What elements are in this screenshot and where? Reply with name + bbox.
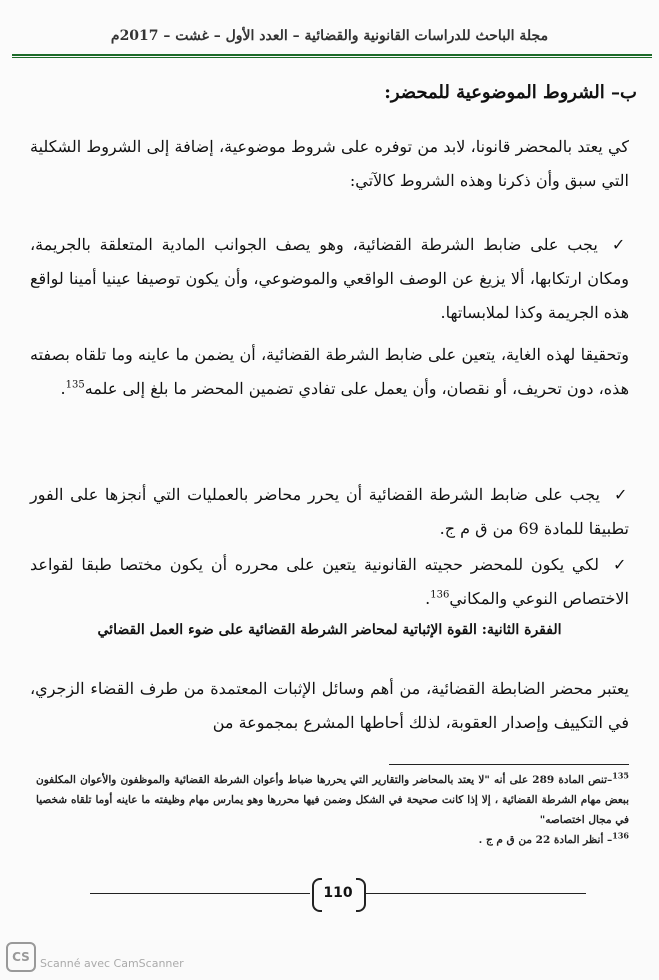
paragraph-text: وتحقيقا لهذه الغاية، يتعين على ضابط الشرطة القضائية، أن يضمن ما عاينه وما تلقاه بصفته هذه، دون تحريف، أو نقصان، وأن يعمل على تفادي تضمين المحضر ما بلغ إلى علمه: [30, 345, 629, 398]
footnote-number: 135: [612, 770, 629, 781]
header-rule-thin: [12, 57, 652, 58]
paragraph-text: يجب على ضابط الشرطة القضائية أن يحرر محاضر بالعمليات التي أنجزها على الفور تطبيقا للمادة 69 من ق م ج.: [30, 485, 629, 538]
footer-rule-left: [90, 893, 310, 894]
camscanner-logo-icon: CS: [6, 942, 36, 972]
footnote-text: –تنص المادة 289 على أنه "لا يعتد بالمحاضر والتقارير التي يحررها ضباط وأعوان الشرطة القضائية والموظفون والأعوان المكلفون ببعض مهام الشرطة القضائية ، إلا إذا كانت صحيحة في الشكل وضمن فيها محررها وهو يمارس مهام وظيفته ما عاينه أوما تلقاه شخصيا في مجال اختصاصه": [36, 774, 629, 826]
footnotes: [36, 770, 629, 850]
header-rule: [12, 54, 652, 56]
footer-rule-right: [366, 893, 586, 894]
page-number: 110: [323, 885, 353, 901]
paragraph-condition-3: ✓لكي يكون للمحضر حجيته القانونية يتعين على محرره أن يكون مختصا طبقا لقواعد الاختصاص النوعي والمكاني$^{136}$.: [30, 555, 630, 608]
paragraph-condition-detail: وتحقيقا لهذه الغاية، يتعين على ضابط الشرطة القضائية، أن يضمن ما عاينه وما تلقاه بصفته هذه، دون تحريف، أو نقصان، وأن يعمل على تفادي تضمين المحضر ما بلغ إلى علمه$^{135}$.: [30, 345, 629, 398]
paragraph-condition-1: [30, 228, 629, 330]
paragraph-condition-2: [30, 478, 629, 546]
paragraph-evidence: يعتبر محضر الضابطة القضائية، من أهم وسائل الإثبات المعتمدة من طرف القضاء الزجري، في التكييف وإصدار العقوبة، لذلك أحاطها المشرع بمجموعة من: [30, 679, 629, 732]
paragraph-intro: كي يعتد بالمحضر قانونا، لابد من توفره على شروط موضوعية، إضافة إلى الشروط الشكلية التي سبق وأن ذكرنا وهذه الشروط كالآتي:: [30, 137, 629, 190]
paragraph-text: لكي يكون للمحضر حجيته القانونية يتعين على محرره أن يكون مختصا طبقا لقواعد الاختصاص النوعي والمكاني: [30, 555, 629, 608]
footnote-136: [36, 830, 629, 850]
check-icon: ✓: [612, 555, 630, 574]
check-icon: ✓: [611, 235, 630, 254]
footnote-ref: 136: [430, 589, 450, 601]
footnote-text: – أنظر المادة 22 من ق م ج .: [478, 834, 613, 846]
section-heading: ب– الشروط الموضوعية للمحضر:: [384, 82, 637, 103]
scanner-watermark: Scanné avec CamScanner: [40, 957, 184, 970]
footnote-ref: 135: [65, 379, 85, 391]
footnote-135: [36, 770, 629, 830]
paragraph-title: الفقرة الثانية: القوة الإثباتية لمحاضر الشرطة القضائية على ضوء العمل القضائي: [97, 622, 562, 638]
footnote-rule: [389, 764, 629, 765]
check-icon: ✓: [614, 485, 630, 504]
footnote-number: 136: [612, 830, 629, 841]
paragraph-text: يجب على ضابط الشرطة القضائية، وهو يصف الجوانب المادية المتعلقة بالجريمة، ومكان ارتكابها، ألا يزيغ عن الوصف الواقعي والموضوعي، وأن يكون توصيفا عينيا أمينا لواقع هذه الجريمة وكذا لملابساتها.: [30, 235, 629, 322]
journal-header: مجلة الباحث للدراسات القانونية والقضائية – العدد الأول – غشت – 2017م: [110, 28, 549, 44]
